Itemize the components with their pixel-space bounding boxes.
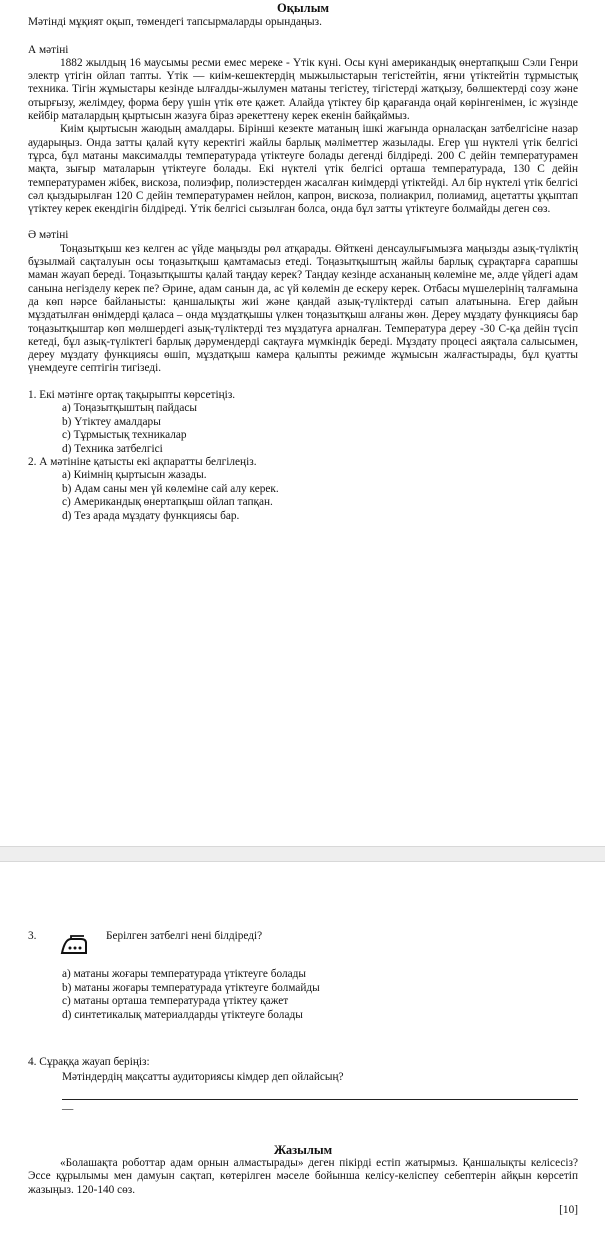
answer-line[interactable] <box>62 1099 578 1100</box>
text-a-paragraph: Киім қыртысын жаюдың амалдары. Бірінші кезекте матаның ішкі жағында орналасқан затбелгісіне назар аударыңыз. Онда затты қалай күту керектігі жайлы барлық мәліметтер жазылады. Егер үш нүктелі үтік белгісі тұрса, бұл матаны максималды температурада үтіктеуге болады дегенді білдіреді. 200 С дейін температурамен мақта, зығыр маталарын үтіктеуге болады. Екі нүктелі үтік белгісі орташа температурада, 130 С дейін температурамен жібек, вискоза, полиэфир, полиэстерден жасалған киімдерді үтіктейді. Ал бір нүктелі үтік белгісі сәл қыздырылған 120 С дейін температурамен нейлон, капрон, вискоза, полиакрил, полиамид, ацетатты ұқыптап үтіктеу керек екендігін білдіреді. Үтік белгісі сызылған болса, онда бұл затты үтіктеуге болмайды деген сөз. <box>28 123 578 216</box>
question-1 <box>28 389 578 456</box>
question-3-option-b: b) матаны жоғары температурада үтіктеуге болмайды <box>62 981 320 994</box>
text-b-label: Ә мәтіні <box>28 229 69 242</box>
text-a <box>28 44 578 217</box>
question-1-text: 1. Екі мәтінге ортақ тақырыпты көрсетіңіз. <box>28 388 236 401</box>
question-1-option-d: d) Техника затбелгісі <box>62 442 163 455</box>
text-a-paragraph: 1882 жылдың 16 маусымы ресми емес мереке - Үтік күні. Осы күні американдық өнертапқыш Сэли Генри электр үтігін ойлап тапты. Үтік — киім-кешектердің мыжылыстарын тегістейтін, яғни үтіктейтін тұрмыстық техника. Тігін жұмыстары кезінде ылғалды-жылумен матаны тегістеу, тігістерді жатқызу, бөлшектерді созу және отырғызу, желімдеу, форма беру үшін үтік өте қажет. Алайда үтіктеу бір қарағанда оңай көрінгенімен, іс жүзінде кейбір маталардың қыртысын жазуға біраз әрекеттену керек екенін байқаймыз. <box>28 56 578 123</box>
question-3-text: Берілген затбелгі нені білдіреді? <box>106 930 263 942</box>
iron-care-symbol-icon <box>60 934 88 956</box>
question-2-option-d: d) Тез арада мұздату функциясы бар. <box>62 509 240 522</box>
writing-title: Жазылым <box>273 1142 333 1157</box>
reading-title: Оқылым <box>277 1 329 15</box>
text-a-label: А мәтіні <box>28 43 69 56</box>
question-3-options <box>28 968 578 1022</box>
question-2-text: 2. А мәтініне қатысты екі ақпаратты белгілеңіз. <box>28 456 257 469</box>
question-4-text: 4. Сұраққа жауап беріңіз: <box>28 1056 150 1068</box>
text-b-paragraph: Тоңазытқыш кез келген ас үйде маңызды рөл атқарады. Өйткені денсаулығымызға маңызды азық-түліктің бұзылмай сақталуын осы тоңазытқыш қамтамасыз етеді. Тоңазытқыштың жайлы барлық сұрақтарға сарапшы маман жауап береді. Тоңазытқышты қалай таңдау керек? Таңдау кезінде асхананың көлеміне ме, әлде үйдегі адам санына негізделу керек пе? Әрине, адам санын да, ас үй көлемін де ескеру керек. Отбасы мүшелерінің талғамына да көп нәрсе байланысты: қаншалықты жиі және қандай азық-түліктерді сатып алатынына. Егер дайын мұздатылған өнімдерді қаласа – онда мұздатқышы үлкен тоңазытқыш алғаны жөн. Дереу мұздату функциясы бар тоңазытқыштар көп мөлшердегі азық-түліктерді тез мұздатуға арналған. Температура дереу -30 С-қа дейін түсіп кетеді, бұл азық-түліктегі барлық дәрумендерді сақтауға мүмкіндік береді. Мұздату процесі аяқтала салысымен, дереу мұздату функциясы өшіп, мұздатқыш камера қалыпты режимде жұмысын жалғастырады, бұл қуатты үнемдеуге септігін тигізеді. <box>28 242 578 375</box>
question-2 <box>28 456 578 523</box>
page-break <box>0 846 605 862</box>
question-4 <box>28 1056 578 1116</box>
question-1-option-c: c) Тұрмыстық техникалар <box>62 429 187 442</box>
text-b <box>28 229 578 375</box>
question-1-option-b: b) Үтіктеу амалдары <box>62 415 161 428</box>
question-2-option-b: b) Адам саны мен үй көлеміне сай алу керек. <box>62 482 279 495</box>
writing-task: «Болашақта роботтар адам орнын алмастырады» деген пікірді естіп жатырмыз. Қаншалықты келісесіз? Эссе құрылымы мен дамуын сақтап, көтерілген мәселе бойынша келісу-келіспеу себептерін айқын көрсетіп жазыңыз. 120-140 сөз. <box>28 1157 578 1196</box>
answer-line-continuation: — <box>62 1102 74 1115</box>
question-3-number: 3. <box>28 930 37 942</box>
worksheet-page-2 <box>0 862 605 1260</box>
question-3-option-d: d) синтетикалық материалдарды үтіктеуге болады <box>62 1008 303 1021</box>
writing-score: [10] <box>559 1204 578 1217</box>
question-1-option-a: a) Тоңазытқыштың пайдасы <box>62 402 197 415</box>
reading-instruction: Мәтінді мұқият оқып, төмендегі тапсырмаларды орындаңыз. <box>28 16 322 29</box>
question-3-option-c: c) матаны орташа температурада үтіктеу қажет <box>62 995 289 1007</box>
question-2-option-a: a) Киімнің қыртысын жазады. <box>62 469 207 482</box>
question-4-prompt: Мәтіндердің мақсатты аудиториясы кімдер деп ойлайсың? <box>62 1071 344 1084</box>
question-2-option-c: c) Американдық өнертапқыш ойлап тапқан. <box>62 496 273 509</box>
question-3-option-a: a) матаны жоғары температурада үтіктеуге болады <box>62 968 306 980</box>
question-3 <box>28 924 578 964</box>
